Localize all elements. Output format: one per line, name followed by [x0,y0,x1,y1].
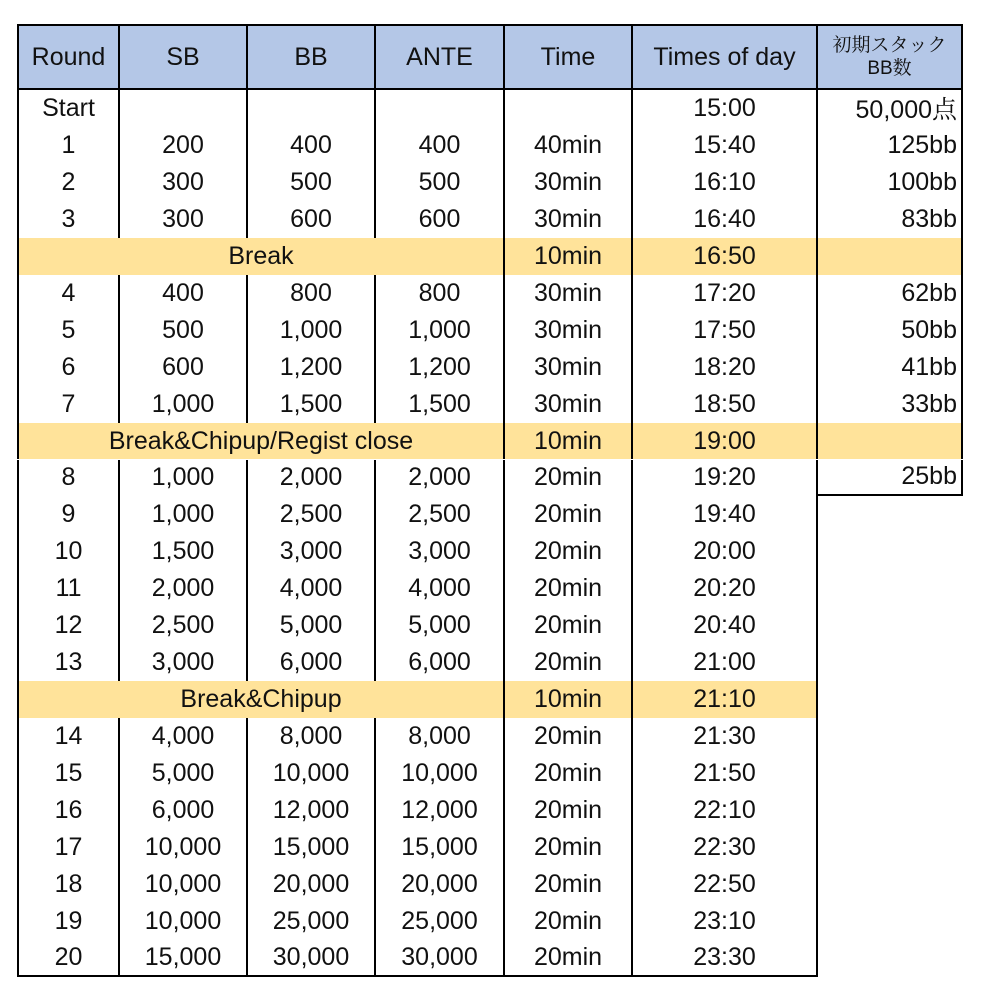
cell-round: 19 [17,903,118,940]
cell-time [503,90,631,127]
cell-bb: 1,500 [246,386,374,423]
cell-tod: 19:40 [631,496,818,533]
cell-ante: 5,000 [374,607,503,644]
cell-bb: 20,000 [246,866,374,903]
cell-bb: 10,000 [246,755,374,792]
cell-stack: 25bb [818,460,963,497]
header-time: Time [503,24,631,90]
cell-time: 20min [503,866,631,903]
cell-time: 20min [503,792,631,829]
cell-round: 5 [17,312,118,349]
break-time: 10min [503,423,631,460]
cell-sb [118,90,246,127]
cell-time: 30min [503,201,631,238]
cell-bb: 8,000 [246,718,374,755]
cell-time: 20min [503,829,631,866]
cell-tod: 23:30 [631,940,818,977]
cell-round: 3 [17,201,118,238]
cell-round: 14 [17,718,118,755]
cell-time: 30min [503,275,631,312]
cell-ante [374,90,503,127]
cell-bb: 800 [246,275,374,312]
cell-tod: 23:10 [631,903,818,940]
cell-round: 10 [17,533,118,570]
break-label: Break [17,238,503,275]
header-round: Round [17,24,118,90]
cell-round: 2 [17,164,118,201]
cell-sb: 300 [118,201,246,238]
cell-round: 7 [17,386,118,423]
cell-time: 30min [503,386,631,423]
cell-time: 20min [503,607,631,644]
cell-stack: 50bb [818,312,963,349]
cell-bb: 4,000 [246,570,374,607]
cell-ante: 400 [374,127,503,164]
cell-round: 6 [17,349,118,386]
cell-sb: 10,000 [118,903,246,940]
cell-sb: 1,000 [118,496,246,533]
cell-tod: 20:00 [631,533,818,570]
cell-ante: 15,000 [374,829,503,866]
break-time-of-day: 16:50 [631,238,818,275]
cell-stack: 41bb [818,349,963,386]
cell-bb: 1,000 [246,312,374,349]
cell-tod: 22:10 [631,792,818,829]
cell-bb: 3,000 [246,533,374,570]
break-time: 10min [503,238,631,275]
cell-time: 20min [503,718,631,755]
cell-tod: 15:00 [631,90,818,127]
cell-ante: 10,000 [374,755,503,792]
cell-tod: 15:40 [631,127,818,164]
cell-bb: 25,000 [246,903,374,940]
cell-sb: 5,000 [118,755,246,792]
cell-bb: 2,500 [246,496,374,533]
cell-sb: 10,000 [118,866,246,903]
cell-time: 20min [503,644,631,681]
header-ante: ANTE [374,24,503,90]
cell-bb [246,90,374,127]
break-label: Break&Chipup/Regist close [17,423,503,460]
cell-ante: 25,000 [374,903,503,940]
cell-sb: 1,500 [118,533,246,570]
cell-tod: 18:50 [631,386,818,423]
cell-tod: 22:50 [631,866,818,903]
cell-tod: 16:10 [631,164,818,201]
cell-sb: 6,000 [118,792,246,829]
cell-bb: 5,000 [246,607,374,644]
cell-tod: 17:20 [631,275,818,312]
cell-round: 12 [17,607,118,644]
cell-ante: 2,000 [374,460,503,497]
break-time: 10min [503,681,631,718]
cell-time: 20min [503,755,631,792]
cell-sb: 500 [118,312,246,349]
cell-time: 30min [503,349,631,386]
cell-round: 9 [17,496,118,533]
cell-sb: 300 [118,164,246,201]
cell-bb: 1,200 [246,349,374,386]
cell-time: 30min [503,312,631,349]
cell-sb: 1,000 [118,460,246,497]
cell-bb: 400 [246,127,374,164]
cell-bb: 600 [246,201,374,238]
break-stack [818,238,963,275]
cell-tod: 18:20 [631,349,818,386]
cell-ante: 1,000 [374,312,503,349]
cell-tod: 21:30 [631,718,818,755]
cell-bb: 12,000 [246,792,374,829]
cell-time: 20min [503,533,631,570]
cell-stack: 50,000点 [818,90,963,127]
cell-stack: 62bb [818,275,963,312]
cell-ante: 1,500 [374,386,503,423]
cell-time: 20min [503,460,631,497]
cell-round: 20 [17,940,118,977]
cell-round: 4 [17,275,118,312]
cell-round: 16 [17,792,118,829]
cell-round: 1 [17,127,118,164]
cell-sb: 10,000 [118,829,246,866]
cell-sb: 1,000 [118,386,246,423]
cell-round: 17 [17,829,118,866]
header-stack-line2: BB数 [867,58,912,79]
cell-bb: 15,000 [246,829,374,866]
cell-bb: 6,000 [246,644,374,681]
cell-tod: 19:20 [631,460,818,497]
cell-sb: 2,000 [118,570,246,607]
cell-time: 30min [503,164,631,201]
cell-sb: 400 [118,275,246,312]
cell-sb: 3,000 [118,644,246,681]
cell-tod: 20:40 [631,607,818,644]
cell-bb: 30,000 [246,940,374,977]
cell-sb: 2,500 [118,607,246,644]
cell-sb: 200 [118,127,246,164]
cell-tod: 17:50 [631,312,818,349]
cell-sb: 4,000 [118,718,246,755]
cell-ante: 4,000 [374,570,503,607]
break-stack [818,423,963,460]
cell-tod: 22:30 [631,829,818,866]
cell-ante: 1,200 [374,349,503,386]
cell-round: 11 [17,570,118,607]
break-time-of-day: 21:10 [631,681,818,718]
cell-round: 15 [17,755,118,792]
header-initial-stack [818,24,963,90]
cell-ante: 600 [374,201,503,238]
cell-round: Start [17,90,118,127]
cell-stack: 33bb [818,386,963,423]
header-times-of-day: Times of day [631,24,818,90]
cell-time: 20min [503,496,631,533]
cell-round: 8 [17,460,118,497]
cell-ante: 2,500 [374,496,503,533]
cell-tod: 16:40 [631,201,818,238]
cell-stack: 100bb [818,164,963,201]
cell-sb: 600 [118,349,246,386]
cell-ante: 8,000 [374,718,503,755]
cell-ante: 6,000 [374,644,503,681]
header-stack-line1: 初期スタック [832,35,947,56]
cell-time: 20min [503,940,631,977]
header-sb: SB [118,24,246,90]
cell-time: 40min [503,127,631,164]
cell-sb: 15,000 [118,940,246,977]
cell-stack: 125bb [818,127,963,164]
cell-time: 20min [503,570,631,607]
cell-ante: 800 [374,275,503,312]
cell-tod: 21:50 [631,755,818,792]
break-time-of-day: 19:00 [631,423,818,460]
cell-round: 18 [17,866,118,903]
cell-time: 20min [503,903,631,940]
cell-tod: 20:20 [631,570,818,607]
cell-ante: 3,000 [374,533,503,570]
cell-bb: 2,000 [246,460,374,497]
cell-stack: 83bb [818,201,963,238]
cell-bb: 500 [246,164,374,201]
cell-round: 13 [17,644,118,681]
header-bb: BB [246,24,374,90]
cell-ante: 30,000 [374,940,503,977]
cell-ante: 12,000 [374,792,503,829]
cell-ante: 20,000 [374,866,503,903]
cell-ante: 500 [374,164,503,201]
break-label: Break&Chipup [17,681,503,718]
cell-tod: 21:00 [631,644,818,681]
